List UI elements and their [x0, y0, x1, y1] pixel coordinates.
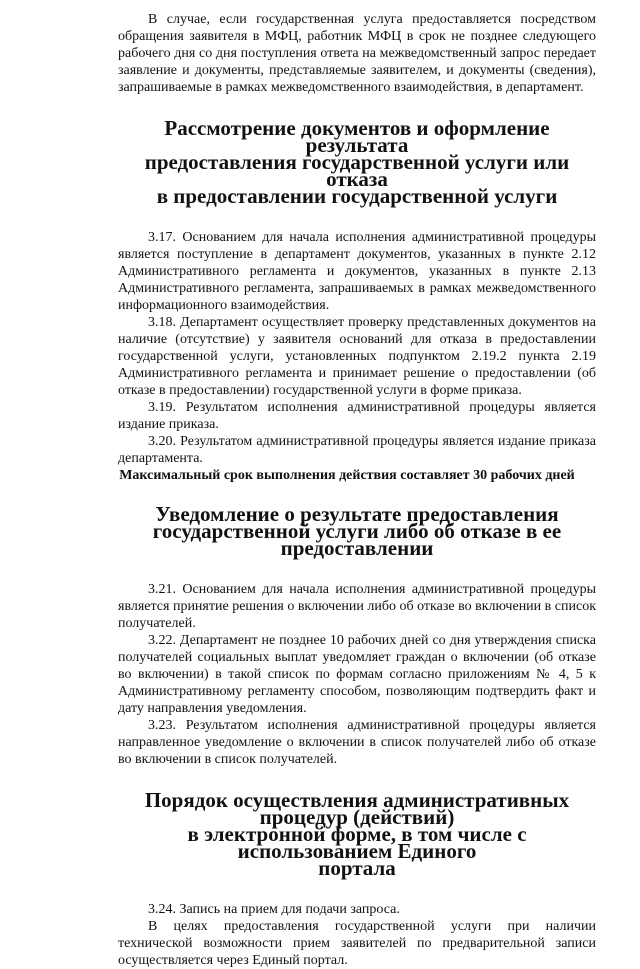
- heading-line: в электронной форме, в том числе с использованием Единого: [187, 822, 527, 863]
- paragraph-3-18: 3.18. Департамент осуществляет проверку представленных документов на наличие (отсутствие) у заявителя оснований для отказа в предоставлении государственной услуги, установленных подпунктом 2.19.2 пункта 2.19 Административного регламента и принимает решение о предоставлении (об отказе в предоставлении) государственной услуги в форме приказа.: [118, 315, 596, 398]
- max-term-note: Максимальный срок выполнения действия составляет 30 рабочих дней: [119, 468, 575, 483]
- paragraph-3-19: 3.19. Результатом исполнения административной процедуры является издание приказа.: [118, 400, 596, 432]
- paragraph-3-17: 3.17. Основанием для начала исполнения административной процедуры является поступление в департамент документов, указанных в пункте 2.12 Административного регламента и документов, указанных в пункте 2.13 Административного регламента, запрашиваемых в рамках межведомственного информационного взаимодействия.: [118, 230, 596, 313]
- paragraph-3-21: 3.21. Основанием для начала исполнения административной процедуры является принятие решения о включении либо об отказе во включении в список получателей.: [118, 582, 596, 631]
- paragraph-3-23: 3.23. Результатом исполнения административной процедуры является направленное уведомление о включении в список получателей либо об отказе во включении в список получателей.: [118, 718, 596, 767]
- section-heading-electronic: [118, 788, 596, 880]
- paragraph-3-22: 3.22. Департамент не позднее 10 рабочих дней со дня утверждения списка получателей социальных выплат уведомляет граждан о включении (об отказе во включении) в такой список по формам согласно приложениям № 4, 5 к Административному регламенту способом, позволяющим подтвердить факт и дату направления уведомления.: [118, 633, 596, 716]
- heading-line: Рассмотрение документов и оформление результата: [164, 116, 550, 157]
- paragraph-appointment: В целях предоставления государственной услуги при наличии технической возможности прием заявителей по предварительной записи осуществляется через Единый портал.: [118, 919, 596, 968]
- heading-line: в предоставлении государственной услуги: [156, 184, 558, 208]
- heading-line: предоставления государственной услуги или отказа: [144, 150, 570, 191]
- heading-line: государственной услуги либо об отказе в ее предоставлении: [152, 519, 562, 560]
- heading-line: Порядок осуществления административных процедур (действий): [144, 788, 570, 829]
- paragraph-3-20: 3.20. Результатом административной процедуры является издание приказа департамента.: [118, 434, 596, 466]
- heading-line: портала: [318, 856, 396, 880]
- heading-line: Уведомление о результате предоставления: [155, 502, 559, 526]
- paragraph-3-24: 3.24. Запись на прием для подачи запроса.: [148, 902, 400, 917]
- intro-paragraph: В случае, если государственная услуга предоставляется посредством обращения заявителя в МФЦ, работник МФЦ в срок не позднее следующего рабочего дня со дня поступления ответа на межведомственный запрос передает заявление и документы, представляемые заявителем, и документы (сведения), запрашиваемые в рамках межведомственного взаимодействия, в департамент.: [118, 12, 596, 95]
- section-heading-notification: [118, 502, 596, 560]
- section-heading-review: [118, 116, 596, 208]
